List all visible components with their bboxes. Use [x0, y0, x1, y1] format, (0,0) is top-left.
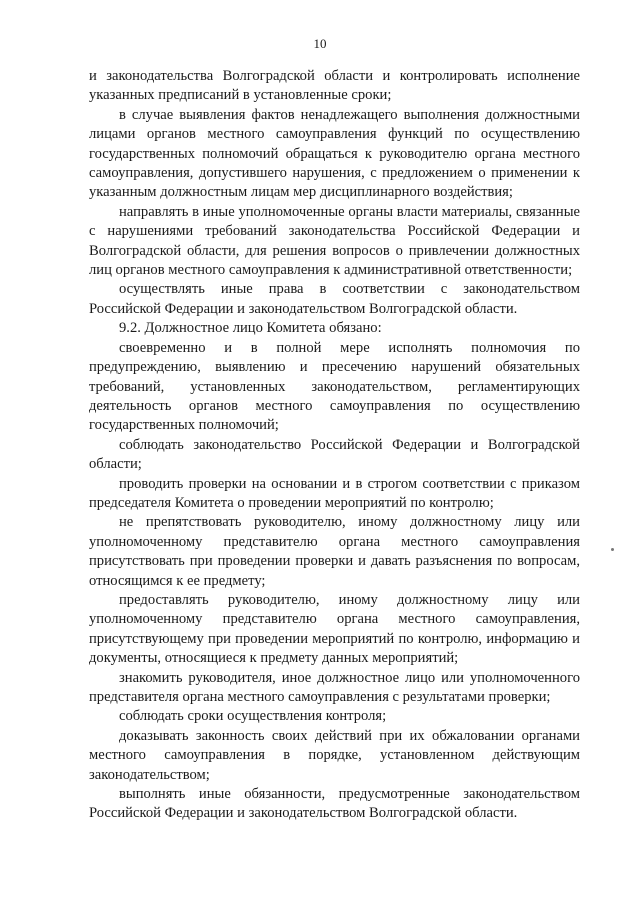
- paragraph-send-materials: направлять в иные уполномоченные органы власти материалы, связанные с нарушениями требований законодательства Российской Федерации и Волгоградской области, для решения вопросов о привлечении должностных лиц органов местного самоуправления к административной ответственности;: [89, 203, 580, 279]
- paragraph-other-rights: осуществлять иные права в соответствии с законодательством Российской Федерации и законодательством Волгоградской области.: [89, 281, 580, 317]
- paragraph-continuation: и законодательства Волгоградской области и контролировать исполнение указанных предписаний в установленные сроки;: [89, 68, 580, 104]
- paragraph-duty-inspections: проводить проверки на основании и в строгом соответствии с приказом председателя Комитета о проведении мероприятий по контролю;: [89, 475, 580, 511]
- page-number: 10: [313, 36, 327, 51]
- section-heading-9-2: 9.2. Должностное лицо Комитета обязано:: [119, 320, 382, 337]
- paragraph-violations-report: в случае выявления фактов ненадлежащего выполнения должностными лицами органов местного самоуправления функций по осуществлению государственных полномочий обращаться к руководителю органа местного самоуправления, допустившего нарушения, с предложением о применении к указанным должностным лицам мер дисциплинарного воздействия;: [89, 106, 580, 201]
- paragraph-duty-other: выполнять иные обязанности, предусмотренные законодательством Российской Федерации и законодательством Волгоградской области.: [89, 786, 580, 822]
- paragraph-duty-acquaint: знакомить руководителя, иное должностное лицо или уполномоченного представителя органа местного самоуправления с результатами проверки;: [89, 669, 580, 705]
- paragraph-duty-prove-legality: доказывать законность своих действий при их обжаловании органами местного самоуправления в порядке, установленном действующим законодательством;: [89, 727, 580, 783]
- paragraph-duty-not-obstruct: не препятствовать руководителю, иному должностному лицу или уполномоченному представителю органа местного самоуправления присутствовать при проведении проверки и давать разъяснения по вопросам, относящимся к ее предмету;: [89, 514, 580, 589]
- scan-speck-mark: [611, 548, 614, 551]
- paragraph-duty-powers: своевременно и в полной мере исполнять полномочия по предупреждению, выявлению и пресечению нарушений обязательных требований, установленных законодательством, регламентирующих деятельность органов местного самоуправления по осуществлению государственных полномочий;: [89, 339, 580, 434]
- paragraph-duty-deadlines: соблюдать сроки осуществления контроля;: [119, 708, 387, 725]
- document-body: [89, 67, 580, 824]
- paragraph-duty-provide-info: предоставлять руководителю, иному должностному лицу или уполномоченному представителю органа местного самоуправления, присутствующему при проведении мероприятий по контролю, информацию и документы, относящиеся к предмету данных мероприятий;: [89, 591, 580, 667]
- paragraph-duty-comply: соблюдать законодательство Российской Федерации и Волгоградской области;: [89, 436, 580, 473]
